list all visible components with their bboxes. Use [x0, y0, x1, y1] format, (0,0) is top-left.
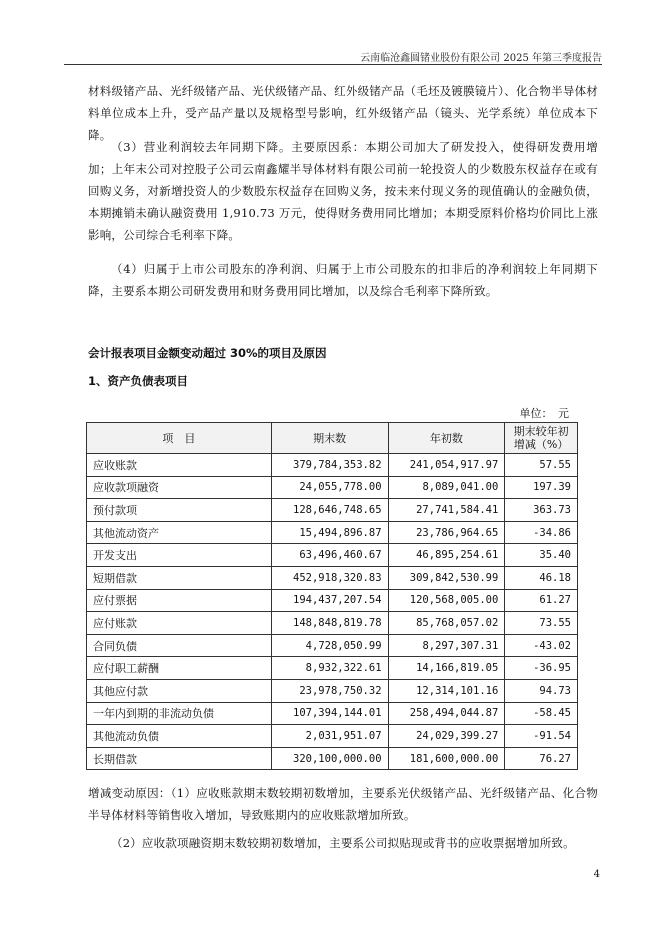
paragraph-net-profit: （4）归属于上市公司股东的净利润、归属于上市公司股东的扣非后的净利润较上年同期下降，主要系本期公司研发费用和财务费用同比增加，以及综合毛利率下降所致。 — [88, 262, 598, 298]
cell-begin: 12,314,101.16 — [388, 679, 505, 702]
cell-end: 15,494,896.87 — [271, 521, 388, 544]
cell-end: 24,055,778.00 — [271, 476, 388, 499]
column-header-begin: 年初数 — [388, 423, 505, 454]
table-row — [87, 521, 578, 544]
cell-end: 2,031,951.07 — [271, 725, 388, 748]
paragraph-change-reason-1: 增减变动原因：（1）应收账款期末数较期初数增加，主要系光伏级锗产品、光纤级锗产品、化合物半导体材料等销售收入增加，导致账期内的应收账款增加所致。 — [88, 786, 598, 822]
table-row — [87, 702, 578, 725]
table-row — [87, 725, 578, 748]
cell-item: 长期借款 — [87, 747, 272, 770]
cell-begin: 258,494,044.87 — [388, 702, 505, 725]
cell-end: 320,100,000.00 — [271, 747, 388, 770]
cell-end: 8,932,322.61 — [271, 657, 388, 680]
column-header-item: 项 目 — [87, 423, 272, 454]
table-row — [87, 476, 578, 499]
cell-end: 148,848,819.78 — [271, 612, 388, 635]
table-row — [87, 544, 578, 567]
table-row — [87, 634, 578, 657]
table-row — [87, 499, 578, 522]
cell-item: 应付账款 — [87, 612, 272, 635]
cell-end: 63,496,460.67 — [271, 544, 388, 567]
cell-begin: 181,600,000.00 — [388, 747, 505, 770]
table-row — [87, 679, 578, 702]
cell-change: 363.73 — [505, 499, 578, 522]
cell-change: 73.55 — [505, 612, 578, 635]
table-row — [87, 612, 578, 635]
paragraph-operating-profit: （3）营业利润较去年同期下降。主要原因系：本期公司加大了研发投入，使得研发费用增加；上年末公司对控股子公司云南鑫耀半导体材料有限公司前一轮投资人的少数股东权益存在或有回购义务，对新增投资人的少数股东权益存在回购义务，按未来付现义务的现值确认的金融负债，本期摊销未确认融资费用 1,910.73 万元，使得财务费用同比增加；本期受原料价格均价同比上涨影响，公司综合毛利率下降。 — [88, 140, 598, 242]
page-number: 4 — [593, 869, 600, 880]
cell-item: 预付款项 — [87, 499, 272, 522]
cell-item: 其他流动负债 — [87, 725, 272, 748]
cell-begin: 23,786,964.65 — [388, 521, 505, 544]
paragraph-change-reason-2: （2）应收款项融资期末数较期初数增加，主要系公司拟贴现或背书的应收票据增加所致。 — [111, 836, 575, 850]
cell-begin: 14,166,819.05 — [388, 657, 505, 680]
paragraph-unit-cost: 材料级锗产品、光纤级锗产品、光伏级锗产品、红外级锗产品（毛坯及镀膜镜片）、化合物半导体材料单位成本上升，受产品产量以及规格型号影响，红外级锗产品（镜头、光学系统）单位成本下降。 — [88, 84, 598, 142]
cell-end: 23,978,750.32 — [271, 679, 388, 702]
table-row — [87, 589, 578, 612]
cell-item: 其他应付款 — [87, 679, 272, 702]
cell-begin: 241,054,917.97 — [388, 454, 505, 477]
balance-sheet-table — [86, 422, 578, 770]
cell-item: 其他流动资产 — [87, 521, 272, 544]
cell-begin: 309,842,530.99 — [388, 566, 505, 589]
cell-begin: 24,029,399.27 — [388, 725, 505, 748]
subsection-heading: 1、资产负债表项目 — [88, 374, 189, 388]
cell-begin: 8,089,041.00 — [388, 476, 505, 499]
header-divider — [64, 64, 602, 65]
unit-label: 单位： 元 — [519, 407, 569, 420]
cell-item: 合同负债 — [87, 634, 272, 657]
table-header-row — [87, 423, 578, 454]
column-header-change: 期末较年初增减（%） — [505, 423, 578, 454]
cell-end: 379,784,353.82 — [271, 454, 388, 477]
report-header-title: 云南临沧鑫圆锗业股份有限公司 2025 年第三季度报告 — [360, 53, 602, 64]
cell-end: 452,918,320.83 — [271, 566, 388, 589]
section-heading: 会计报表项目金额变动超过 30%的项目及原因 — [88, 346, 327, 360]
cell-end: 194,437,207.54 — [271, 589, 388, 612]
cell-change: 57.55 — [505, 454, 578, 477]
cell-item: 应收账款 — [87, 454, 272, 477]
table-row — [87, 454, 578, 477]
cell-item: 应付票据 — [87, 589, 272, 612]
cell-change: -43.02 — [505, 634, 578, 657]
cell-change: 46.18 — [505, 566, 578, 589]
cell-item: 应收款项融资 — [87, 476, 272, 499]
cell-end: 128,646,748.65 — [271, 499, 388, 522]
cell-change: 61.27 — [505, 589, 578, 612]
cell-item: 短期借款 — [87, 566, 272, 589]
cell-item: 一年内到期的非流动负债 — [87, 702, 272, 725]
table-row — [87, 566, 578, 589]
cell-change: -91.54 — [505, 725, 578, 748]
table-row — [87, 657, 578, 680]
cell-begin: 46,895,254.61 — [388, 544, 505, 567]
cell-begin: 85,768,057.02 — [388, 612, 505, 635]
cell-change: 35.40 — [505, 544, 578, 567]
cell-change: 76.27 — [505, 747, 578, 770]
cell-begin: 8,297,307.31 — [388, 634, 505, 657]
cell-begin: 120,568,005.00 — [388, 589, 505, 612]
cell-change: 197.39 — [505, 476, 578, 499]
cell-change: -58.45 — [505, 702, 578, 725]
cell-begin: 27,741,584.41 — [388, 499, 505, 522]
cell-end: 107,394,144.01 — [271, 702, 388, 725]
cell-end: 4,728,050.99 — [271, 634, 388, 657]
cell-change: 94.73 — [505, 679, 578, 702]
cell-change: -36.95 — [505, 657, 578, 680]
cell-item: 开发支出 — [87, 544, 272, 567]
column-header-end: 期末数 — [271, 423, 388, 454]
cell-change: -34.86 — [505, 521, 578, 544]
cell-item: 应付职工薪酬 — [87, 657, 272, 680]
table-row — [87, 747, 578, 770]
